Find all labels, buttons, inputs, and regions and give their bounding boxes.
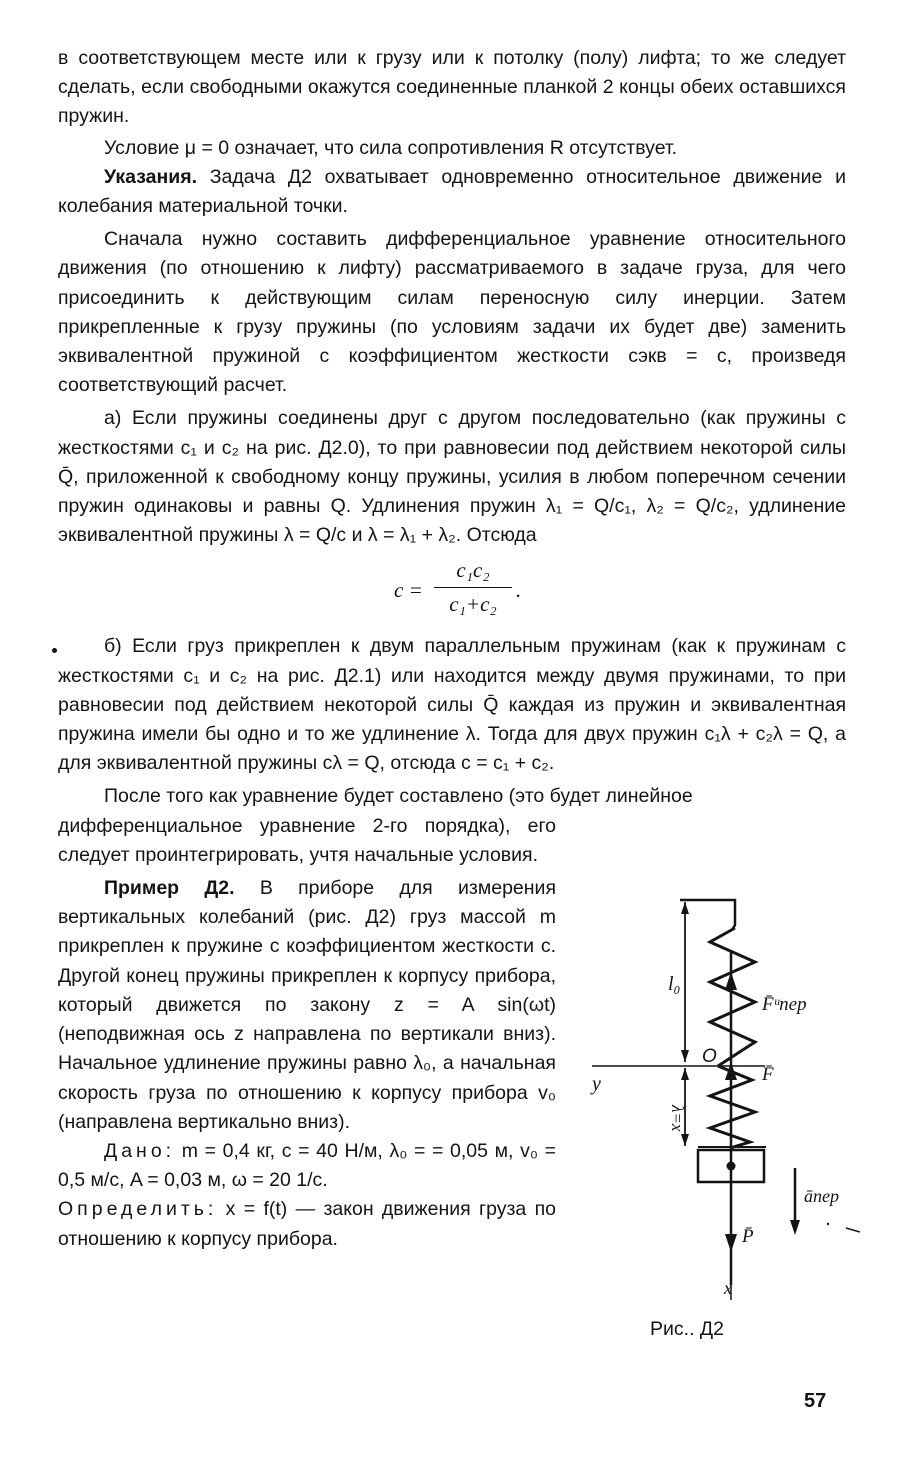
paragraph-series-springs: а) Если пружины соединены друг с другом последовательно (как пружины с жесткостями c₁ и c₂ на рис. Д2.0), то при равновесии под действием некоторой силы Q̄, приложенной к свободному концу пружины, усилия в любом поперечном сечении пружин одинаковы и равны Q. Удлинения пружин λ₁ = Q/c₁, λ₂ = Q/c₂, удлинение эквивалентной пружины λ = Q/c и λ = λ₁ + λ₂. Отсюда xyxy=(58,407,846,547)
formula-denominator: c₁+c₂ xyxy=(449,592,497,617)
given-text: m = 0,4 кг, c = 40 Н/м, λ₀ = = 0,05 м, v₀ = 0,5 м/с, A = 0,03 м, ω = 20 1/с. xyxy=(58,1139,556,1192)
p-arrowhead xyxy=(725,1234,737,1252)
housing-top-bracket xyxy=(680,900,735,930)
a-per-arrowhead xyxy=(790,1220,800,1235)
formula-fraction xyxy=(434,558,512,617)
stray-dot-mark xyxy=(52,648,57,653)
scan-mark xyxy=(846,1228,860,1232)
figure-caption: Рис.. Д2 xyxy=(650,1318,724,1340)
l0-arrow-bottom xyxy=(681,1050,689,1062)
example-text: В приборе для измерения вертикальных колебаний (рис. Д2) груз массой m прикреплен к пружине с коэффициентом жесткости c. Другой конец пружины прикреплен к корпусу прибора, который движется по закону z = A sin(ωt) (неподвижная ось z направлена по вертикали вниз). Начальное удлинение пружины равно λ₀, а начальная скорость груза по отношению к корпусу прибора v₀ (направлена вертикально вниз). xyxy=(58,877,556,1133)
page-number: 57 xyxy=(804,1390,827,1412)
label-x: x xyxy=(724,1278,732,1298)
lambda-arrow-bottom xyxy=(681,1134,689,1146)
paragraph-find xyxy=(58,1195,556,1253)
instructions-label: Указания. xyxy=(104,165,198,188)
paragraph-method: Сначала нужно составить дифференциальное уравнение относительного движения (по отношению к лифту) рассматриваемого в задаче груза, для чего присоединить к действующим силам переносную силу инерции. Затем прикрепленные к грузу пружины (по условиям задачи их будет две) заменить эквивалентной пружиной с коэффициентом жесткости cэкв = c, произведя соответствующий расчет. xyxy=(58,228,846,397)
lambda-arrow-top xyxy=(681,1068,689,1080)
paragraph-instructions xyxy=(58,163,846,221)
paragraph-integration-rest: дифференциальное уравнение 2-го порядка), его следует проинтегрировать, учтя начальные условия. xyxy=(58,814,556,866)
paragraph-given xyxy=(58,1137,556,1195)
label-a-per: āпер xyxy=(804,1186,839,1206)
label-lambda: λ=x xyxy=(668,1105,687,1132)
find-text: x = f(t) — закон движения груза по отношению к корпусу прибора. xyxy=(58,1198,556,1250)
paragraph-continuation: в соответствующем месте или к грузу или к потолку (полу) лифта; то же следует сделать, если свободными окажутся соединенные планкой 2 концы обеих оставшихся пружин. xyxy=(58,47,846,128)
given-label: Дано: xyxy=(104,1139,176,1162)
formula-numerator: c₁c₂ xyxy=(434,558,512,588)
paragraph-example xyxy=(58,874,556,1137)
paragraph-condition: Условие μ = 0 означает, что сила сопротивления R отсутствует. xyxy=(104,136,678,159)
paragraph-parallel-springs: б) Если груз прикреплен к двум параллельным пружинам (как к пружинам с жесткостями c₁ и c₂ на рис. Д2.1) или находится между двумя пружинами, то при равновесии под действием некоторой силы Q̄ каждая из пружин и эквивалентная пружина имели бы одно и то же удлинение λ. Тогда для двух пружин c₁λ + c₂λ = Q, а для эквивалентной пружины cλ = Q, отсюда c = c₁ + c₂. xyxy=(58,635,846,775)
example-label: Пример Д2. xyxy=(104,877,235,900)
figure-d2 xyxy=(590,890,860,1370)
label-l0: l₀ xyxy=(668,973,681,995)
label-f-inertia: F̄ᵘпер xyxy=(762,994,807,1015)
label-p: P̄ xyxy=(742,1226,754,1247)
formula-series-stiffness xyxy=(58,550,846,632)
paragraph-integration-line1: После того как уравнение будет составлено (это будет линейное xyxy=(104,785,693,808)
formula-end: . xyxy=(516,578,522,603)
instructions-text: Задача Д2 охватывает одновременно относительное движение и колебания материальной точки. xyxy=(58,165,846,218)
l0-arrow-top xyxy=(681,902,689,914)
scan-dot xyxy=(827,1223,829,1225)
find-label: Определить: xyxy=(58,1198,218,1221)
label-y: y xyxy=(592,1073,601,1095)
formula-lhs: c = xyxy=(394,578,423,603)
label-o: O xyxy=(702,1046,717,1067)
label-f: F̄ xyxy=(762,1064,774,1085)
wrapped-column xyxy=(58,812,556,1254)
